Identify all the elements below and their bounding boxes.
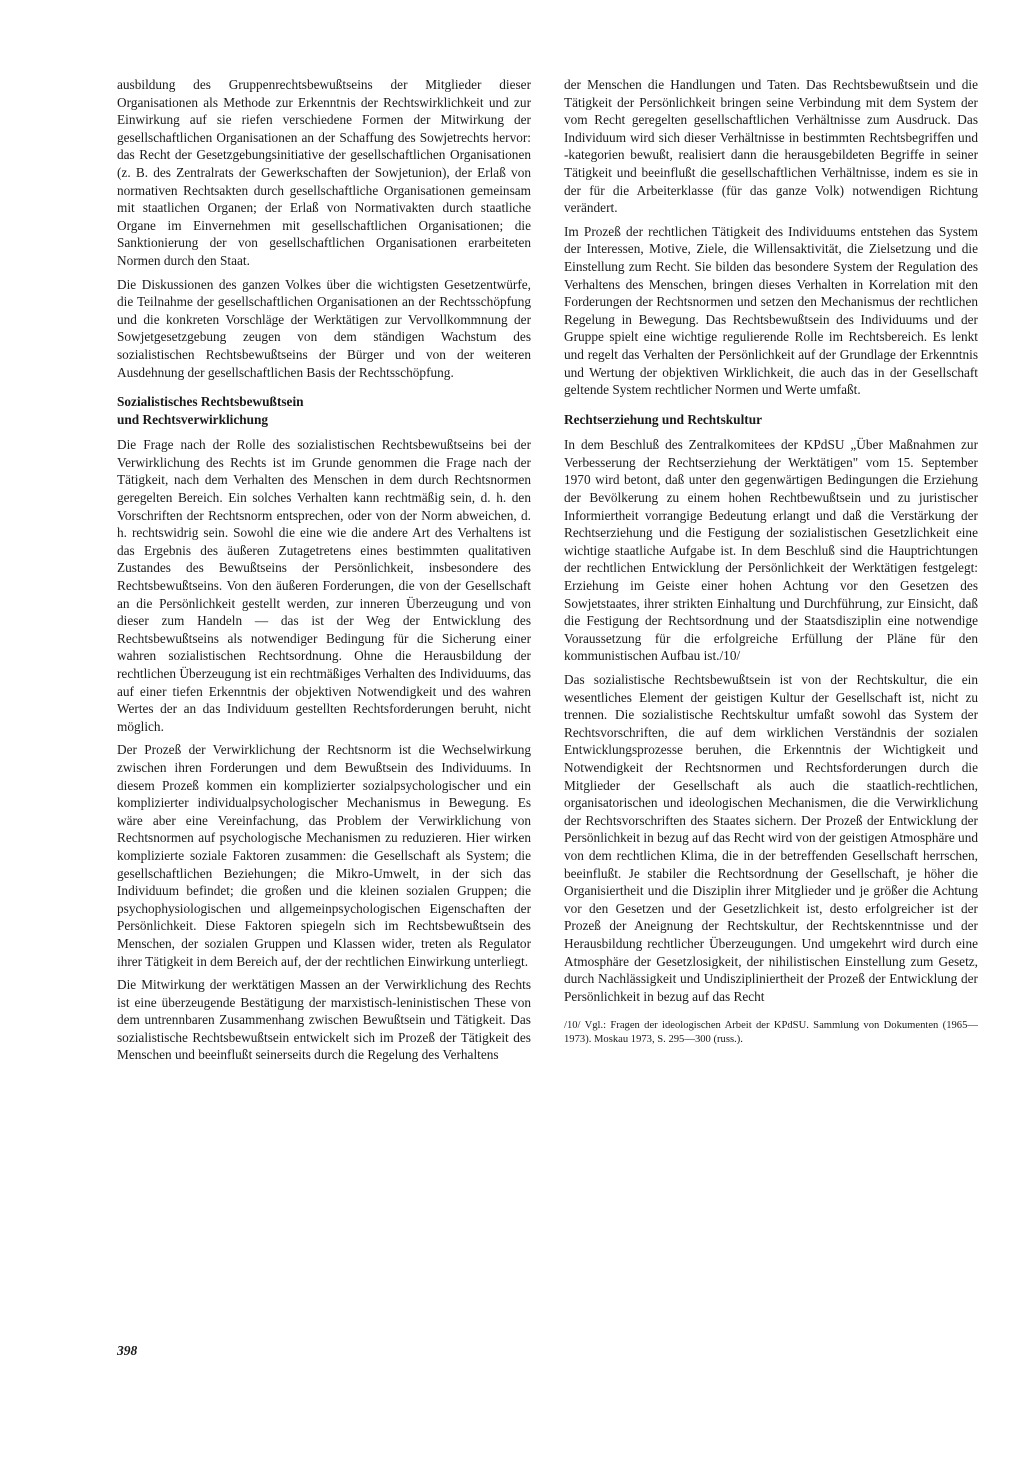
page-number: 398 <box>117 1343 138 1358</box>
section-heading: Rechtserziehung und Rechtskultur <box>564 411 762 427</box>
section-heading-line: Sozialistisches Rechtsbewußtsein <box>117 394 304 410</box>
right-column <box>564 76 978 1047</box>
left-column <box>117 76 531 1070</box>
footnote: /10/ Vgl.: Fragen der ideologischen Arbeit der KPdSU. Sammlung von Dokumenten (1965—1973). Moskau 1973, S. 295—300 (russ.). <box>564 1020 978 1046</box>
section-heading-line: und Rechtsverwirklichung <box>117 411 269 427</box>
paragraph: In dem Beschluß des Zentralkomitees der KPdSU „Über Maßnahmen zur Verbesserung der Rechtserziehung der Werktätigen" vom 15. September 1970 wird betont, daß unter den gegenwärtigen Bedingungen die Erziehung der Bevölkerung zu einem hohen Rechtbewußtsein und zu juristischer Informiertheit vorrangige Bedeutung erlangt und daß die Verstärkung der Rechtserziehung und die Festigung der sozialistischen Gesetzlichkeit eine wichtige staatliche Aufgabe ist. In dem Beschluß sind die Hauptrichtungen der rechtlichen Entwicklung der Persönlichkeit der Werktätigen festgelegt: Erziehung im Geiste einer hohen Achtung vor den Gesetzen des Sowjetstaates, ihrer strikten Einhaltung und Durchführung, zur Einsicht, daß die Festigung der Rechtsordnung und der Staatsdisziplin eine notwendige Voraussetzung für die erfolgreiche Erfüllung der Pläne für den kommunistischen Aufbau ist./10/ <box>564 437 978 664</box>
paragraph: Die Frage nach der Rolle des sozialistischen Rechtsbewußtseins bei der Verwirklichung des Rechts ist im Grunde genommen die Frage nach der Tätigkeit, nach dem Verhalten des Menschen in dem durch Rechtsnormen geregelten Bereich. Ein solches Verhalten kann rechtmäßig sein, d. h. den Vorschriften der Rechtsnorm entsprechen, oder von der Norm abweichen, d. h. rechtswidrig sein. Sowohl die eine wie die andere Art des Verhaltens ist das Ergebnis des äußeren Zutagetretens eines bestimmten qualitativen Zustandes des Bewußtseins der Persönlichkeit, insbesondere des Rechtsbewußtseins. Von den äußeren Forderungen, die von der Gesellschaft an die Persönlichkeit gestellt werden, zur inneren Überzeugung und von dieser zum Handeln — das ist der Weg der Entwicklung des Rechtsbewußtseins als notwendiger Bedingung für die Sicherung einer wahren sozialistischen Rechtsordnung. Ohne die Herausbildung der rechtlichen Überzeugung ist ein rechtmäßiges Verhalten des Individuums, das auf einer tiefen Erkenntnis der objektiven Notwendigkeit und des wahren Wertes der an das Individuum gestellten Rechtsforderungen beruht, nicht möglich. <box>117 437 531 734</box>
paragraph: der Menschen die Handlungen und Taten. Das Rechtsbewußtsein und die Tätigkeit der Persönlichkeit bringen seine Verbindung mit dem System der vom Recht geregelten gesellschaftlichen Verhältnisse zum Ausdruck. Das Individuum wird sich dieser Verhältnisse in bestimmten Rechtsbegriffen und -kategorien bewußt, realisiert dann die herausgebildeten Begriffe in seiner Tätigkeit und beeinflußt die gesellschaftlichen Verhältnisse, indem es sie in der für die Arbeiterklasse (für das ganze Volk) notwendigen Richtung verändert. <box>564 77 978 216</box>
paragraph: Die Diskussionen des ganzen Volkes über die wichtigsten Gesetzentwürfe, die Teilnahme der gesellschaftlichen Organisationen an der Rechtsschöpfung und die konkreten Vorschläge der Werktätigen zur Vervollkommnung der Sowjetgesetzgebung zeugen von dem ständigen Wachstum des sozialistischen Rechtsbewußtseins der Bürger und von der weiteren Ausdehnung der gesellschaftlichen Basis der Rechtsschöpfung. <box>117 276 531 380</box>
paragraph: Das sozialistische Rechtsbewußtsein ist von der Rechtskultur, die ein wesentliches Element der geistigen Kultur der Gesellschaft ist, nicht zu trennen. Die sozialistische Rechtskultur umfaßt sowohl das System der Rechtsvorschriften, die auf dem wirklichen Verständnis der sozialen Entwicklungsprozesse beruhen, die Erkenntnis der Wichtigkeit und Notwendigkeit der Rechtsnormen und Rechtsforderungen durch die Mitglieder der Gesellschaft als auch die staatlich-rechtlichen, organisatorischen und ideologischen Mechanismen, die die Verwirklichung der Rechtsvorschriften des Staates sichern. Der Prozeß der Entwicklung der Persönlichkeit in bezug auf das Recht wird von der geistigen Atmosphäre und von dem rechtlichen Klima, die in der betreffenden Gesellschaft herrschen, beeinflußt. Je stabiler die Rechtsordnung der Gesellschaft, je höher die Organisiertheit und die Disziplin ihrer Mitglieder und je größer die Achtung vor den Gesetzen und der Gesetzlichkeit ist, desto erfolgreicher ist der Prozeß der Aneignung der Rechtskultur, der Rechtskenntnisse und der Herausbildung rechtlicher Überzeugungen. Und umgekehrt wird durch eine Atmosphäre der Gesetzlosigkeit, der nihilistischen Einstellung zum Gesetz, durch Nachlässigkeit und Undiszipliniertheit der Prozeß der Entwicklung der Persönlichkeit in bezug auf das Recht <box>564 672 978 1004</box>
paragraph: ausbildung des Gruppenrechtsbewußtseins der Mitglieder dieser Organisationen als Methode zur Erkenntnis der Rechtswirklichkeit und zur Einwirkung auf sie riefen verschiedene Formen der Mitwirkung der gesellschaftlichen Organisationen an der Schaffung des Sowjetrechts hervor: das Recht der Gesetzgebungsinitiative der gesellschaftlichen Organisationen (z. B. des Zentralrats der Gewerkschaften der Sowjetunion), der Erlaß von normativen Rechtsakten durch gesellschaftliche Organisationen gemeinsam mit staatlichen Organen; der Erlaß von Normativakten durch staatliche Organe im Einvernehmen mit gesellschaftlichen Organisationen; die Sanktionierung der von gesellschaftlichen Organisationen erarbeiteten Normen durch den Staat. <box>117 77 531 268</box>
paragraph: Der Prozeß der Verwirklichung der Rechtsnorm ist die Wechselwirkung zwischen ihren Forderungen und dem Bewußtsein des Individuums. In diesem Prozeß kommen ein komplizierter sozialpsychologischer und ein komplizierter individualpsychologischer Mechanismus in Bewegung. Es wäre aber eine Vereinfachung, das Problem der Verwirklichung von Rechtsnormen auf psychologische Mechanismen zu reduzieren. Hier wirken komplizierte soziale Faktoren zusammen: die Gesellschaft als System; die gesellschaftlichen Beziehungen; die Mikro-Umwelt, in der sich das Individuum befindet; die großen und die kleinen sozialen Gruppen; die psychophysiologischen und allgemeinpsychologischen Eigenschaften der Persönlichkeit. Diese Faktoren spiegeln sich im Rechtsbewußtsein des Menschen, der sozialen Gruppen und Klassen wider, treten als Regulator ihrer Tätigkeit in dem Bereich auf, der der rechtlichen Einwirkung unterliegt. <box>117 742 531 969</box>
paragraph: Im Prozeß der rechtlichen Tätigkeit des Individuums entstehen das System der Interessen, Motive, Ziele, die Willensaktivität, die Zielsetzung und die Einstellung zum Recht. Sie bilden das besondere System der Regulation des Verhaltens des Menschen, bringen dieses Verhalten in Korrelation mit den Forderungen der Rechtsnormen und setzen den Mechanismus der rechtlichen Regelung in Bewegung. Das Rechtsbewußtsein des Individuums und der Gruppe spielt eine wichtige regulierende Rolle im Rechtsbereich. Es lenkt und regelt das Verhalten der Persönlichkeit auf der Grundlage der Erkenntnis und Wertung der objektiven Wirklichkeit, die auch das in der Gesellschaft geltende System rechtlicher Normen und Werte umfaßt. <box>564 223 978 398</box>
section-heading <box>117 393 531 428</box>
paragraph: Die Mitwirkung der werktätigen Massen an der Verwirklichung des Rechts ist eine überzeugende Bestätigung der marxistisch-leninistischen These von dem untrennbaren Zusammenhang zwischen Bewußtsein und Tätigkeit. Das sozialistische Rechtsbewußtsein entwickelt sich im Prozeß der Tätigkeit des Menschen und beeinflußt seinerseits durch die Regelung des Verhaltens <box>117 977 531 1063</box>
